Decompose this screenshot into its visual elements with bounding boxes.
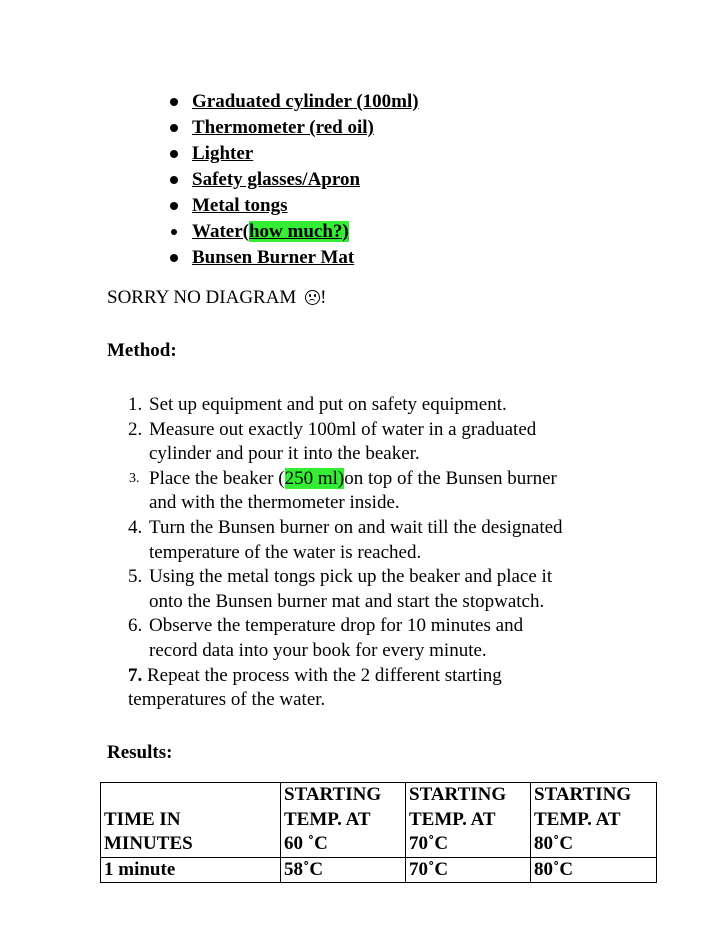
- step-line: and with the thermometer inside.: [149, 492, 400, 514]
- table-header-cell: STARTING TEMP. AT 70˚C: [406, 783, 531, 858]
- table-cell: 70˚C: [406, 857, 531, 883]
- table-header-cell: STARTING TEMP. AT 80˚C: [531, 783, 657, 858]
- list-item: [128, 614, 648, 663]
- step-line: Turn the Bunsen burner on and wait till the designated: [149, 516, 563, 538]
- equipment-list: [170, 89, 419, 271]
- method-steps: [128, 393, 648, 713]
- table-cell: 80˚C: [531, 857, 657, 883]
- table-header-cell: STARTING TEMP. AT 60 ˚C: [281, 783, 406, 858]
- results-table: [100, 782, 657, 883]
- step-line: temperature of the water is reached.: [149, 541, 422, 563]
- step-line: record data into your book for every minute.: [149, 639, 487, 661]
- step-number: 7.: [128, 664, 143, 686]
- method-heading: Method:: [107, 340, 177, 361]
- list-item: Water(how much?): [170, 219, 419, 245]
- list-item: Thermometer (red oil): [170, 115, 419, 141]
- list-item: Metal tongs: [170, 193, 419, 219]
- step-line: temperatures of the water.: [128, 689, 326, 711]
- list-item: [128, 516, 648, 565]
- list-item: Graduated cylinder (100ml): [170, 89, 419, 115]
- table-cell: 58˚C: [281, 857, 406, 883]
- list-item: [128, 664, 648, 713]
- bullet-icon: [170, 254, 178, 262]
- step-line: Measure out exactly 100ml of water in a graduated: [149, 418, 537, 440]
- step-line: Observe the temperature drop for 10 minutes and: [149, 615, 524, 637]
- step-line: cylinder and pour it into the beaker.: [149, 443, 420, 465]
- no-diagram-note: [107, 287, 326, 309]
- note-text: SORRY NO DIAGRAM: [107, 287, 297, 308]
- results-heading: Results:: [107, 742, 173, 763]
- table-cell: 1 minute: [101, 857, 281, 883]
- step-number: 3.: [129, 470, 140, 486]
- list-item: [128, 418, 648, 467]
- step-number: 6.: [128, 615, 143, 637]
- list-item: Lighter: [170, 141, 419, 167]
- highlighted-text: how much?): [248, 221, 349, 242]
- step-line: Place the beaker (250 ml)on top of the Bunsen burner: [149, 467, 557, 489]
- step-line: onto the Bunsen burner mat and start the stopwatch.: [149, 590, 545, 612]
- step-number: 2.: [128, 418, 143, 440]
- step-number: 4.: [128, 516, 143, 538]
- step-line: Set up equipment and put on safety equipment.: [149, 394, 507, 415]
- bullet-icon: [171, 229, 177, 235]
- bullet-icon: [170, 124, 178, 132]
- list-item: [128, 467, 648, 516]
- table-header-row: [101, 783, 657, 858]
- list-item: [128, 565, 648, 614]
- bullet-icon: [170, 202, 178, 210]
- step-number: 1.: [128, 394, 143, 415]
- list-item: Safety glasses/Apron: [170, 167, 419, 193]
- note-suffix: !: [320, 287, 327, 308]
- list-item: Bunsen Burner Mat: [170, 245, 419, 271]
- step-number: 5.: [128, 566, 143, 588]
- frown-face-icon: [305, 290, 320, 305]
- bullet-icon: [170, 98, 178, 106]
- bullet-icon: [170, 150, 178, 158]
- step-line: 7. Repeat the process with the 2 different starting: [128, 664, 502, 686]
- step-line: Using the metal tongs pick up the beaker and place it: [149, 566, 553, 588]
- list-item: [128, 393, 648, 418]
- table-header-cell: TIME IN MINUTES: [101, 783, 281, 858]
- table-row: [101, 857, 657, 883]
- bullet-icon: [170, 176, 178, 184]
- highlighted-text: 250 ml): [284, 467, 345, 489]
